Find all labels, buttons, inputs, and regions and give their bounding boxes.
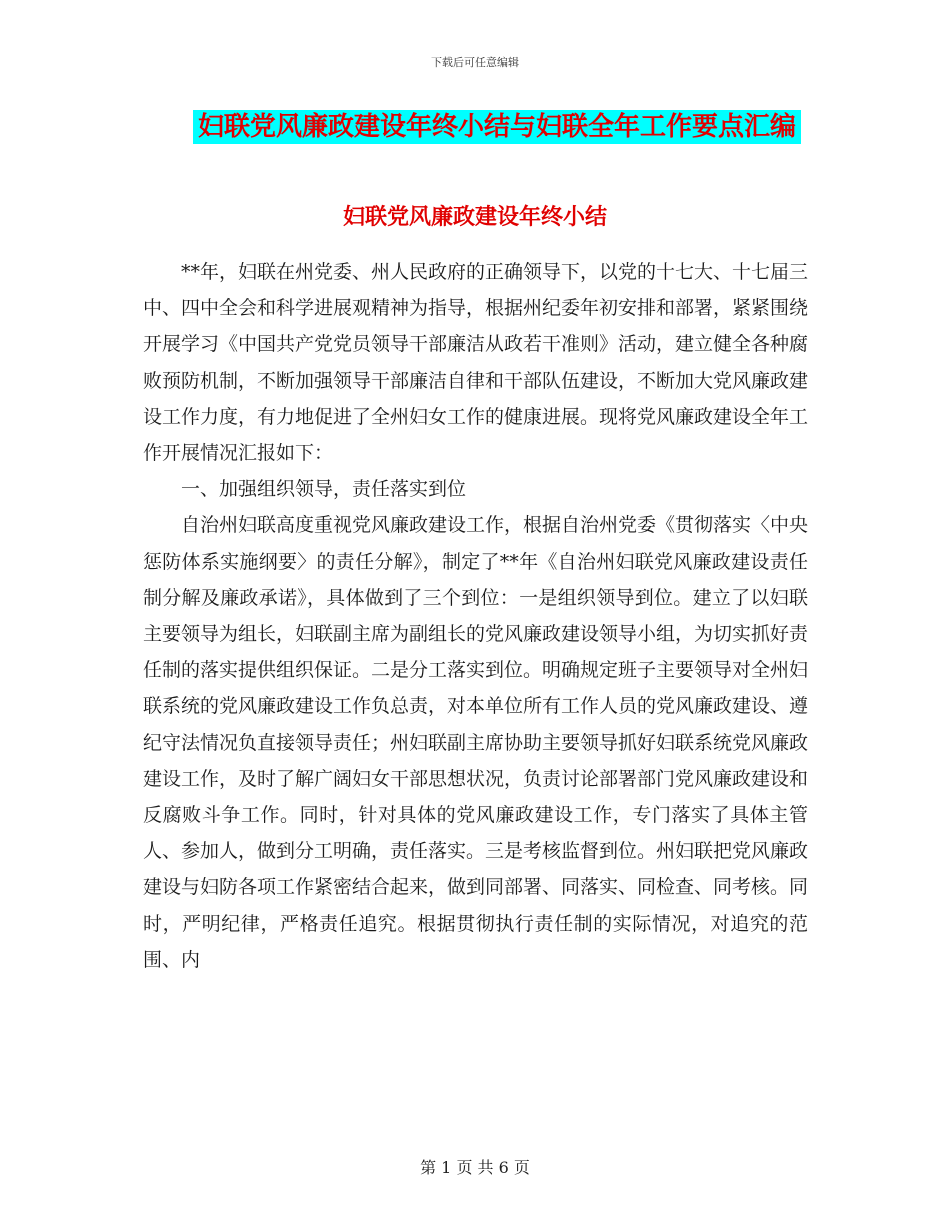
document-main-title: 妇联党风廉政建设年终小结与妇联全年工作要点汇编 [193, 110, 801, 144]
page-header-note: 下载后可任意编辑 [431, 56, 519, 69]
paragraph-intro: **年，妇联在州党委、州人民政府的正确领导下，以党的十七大、十七届三中、四中全会和科学进展观精神为指导，根据州纪委年初安排和部署，紧紧围绕开展学习《中国共产党党员领导干部廉洁从政若干准则》活动，建立健全各种腐败预防机制，不断加强领导干部廉洁自律和干部队伍建设，不断加大党风廉政建设工作力度，有力地促进了全州妇女工作的健康进展。现将党风廉政建设全年工作开展情况汇报如下： [143, 261, 809, 465]
section-title: 妇联党风廉政建设年终小结 [342, 205, 607, 230]
paragraph-heading-1: 一、加强组织领导，责任落实到位 [181, 478, 467, 501]
document-body [143, 254, 808, 978]
paragraph-body-1: 自治州妇联高度重视党风廉政建设工作，根据自治州党委《贯彻落实〈中央惩防体系实施纲要〉的责任分解》，制定了**年《自治州妇联党风廉政建设责任制分解及廉政承诺》，具体做到了三个到位：一是组织领导到位。建立了以妇联主要领导为组长，妇联副主席为副组长的党风廉政建设领导小组，为切实抓好责任制的落实提供组织保证。二是分工落实到位。明确规定班子主要领导对全州妇联系统的党风廉政建设工作负总责，对本单位所有工作人员的党风廉政建设、遵纪守法情况负直接领导责任；州妇联副主席协助主要领导抓好妇联系统党风廉政建设工作，及时了解广阔妇女干部思想状况，负责讨论部署部门党风廉政建设和反腐败斗争工作。同时，针对具体的党风廉政建设工作，专门落实了具体主管人、参加人，做到分工明确，责任落实。三是考核监督到位。州妇联把党风廉政建设与妇防各项工作紧密结合起来，做到同部署、同落实、同检查、同考核。同时，严明纪律，严格责任追究。根据贯彻执行责任制的实际情况，对追究的范围、内 [143, 514, 809, 971]
page-number: 第 1 页 共 6 页 [420, 1158, 530, 1177]
